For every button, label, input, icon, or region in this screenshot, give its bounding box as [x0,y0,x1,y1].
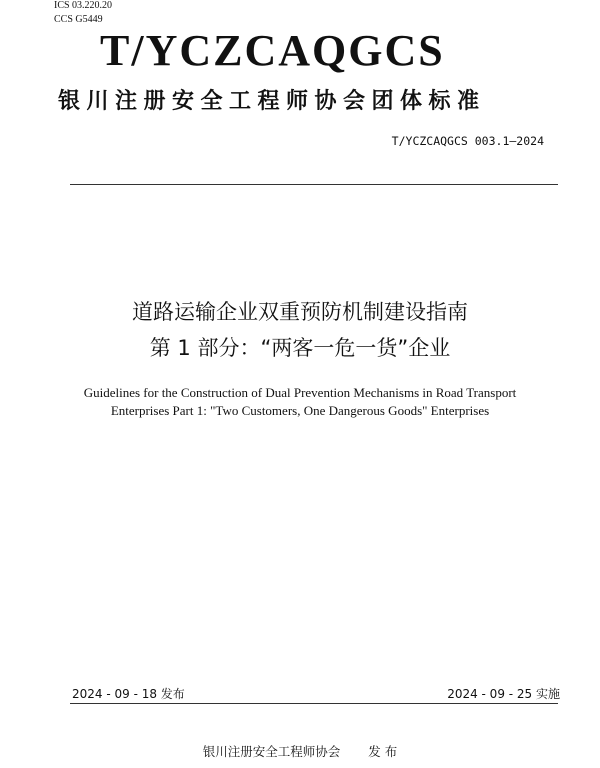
ccs-code: CCS G5449 [54,14,103,25]
chinese-title-line-2: 第 1 部分：“两客一危一货”企业 [149,336,451,360]
organization-name: 银川注册安全工程师协会团体标准 [58,89,486,114]
ics-code: ICS 03.220.20 [54,0,113,11]
english-title-line-1: Guidelines for the Construction of Dual Prevention Mechanisms in Road Transport [83,385,517,400]
issue-date: 2024 - 09 - 18 发布 [72,687,185,701]
english-title-line-2: Enterprises Part 1: "Two Customers, One Dangerous Goods" Enterprises [110,403,490,418]
standard-number: T/YCZCAQGCS 003.1—2024 [391,134,544,148]
bottom-divider [70,703,558,704]
publisher-line [0,744,600,760]
standard-code-heading: T/YCZCAQGCS [100,26,445,75]
publisher-name: 银川注册安全工程师协会 [202,744,341,759]
chinese-title-line-1: 道路运输企业双重预防机制建设指南 [132,300,468,324]
implementation-date: 2024 - 09 - 25 实施 [447,687,560,701]
top-divider [70,184,558,185]
publish-action: 发 布 [368,744,398,759]
